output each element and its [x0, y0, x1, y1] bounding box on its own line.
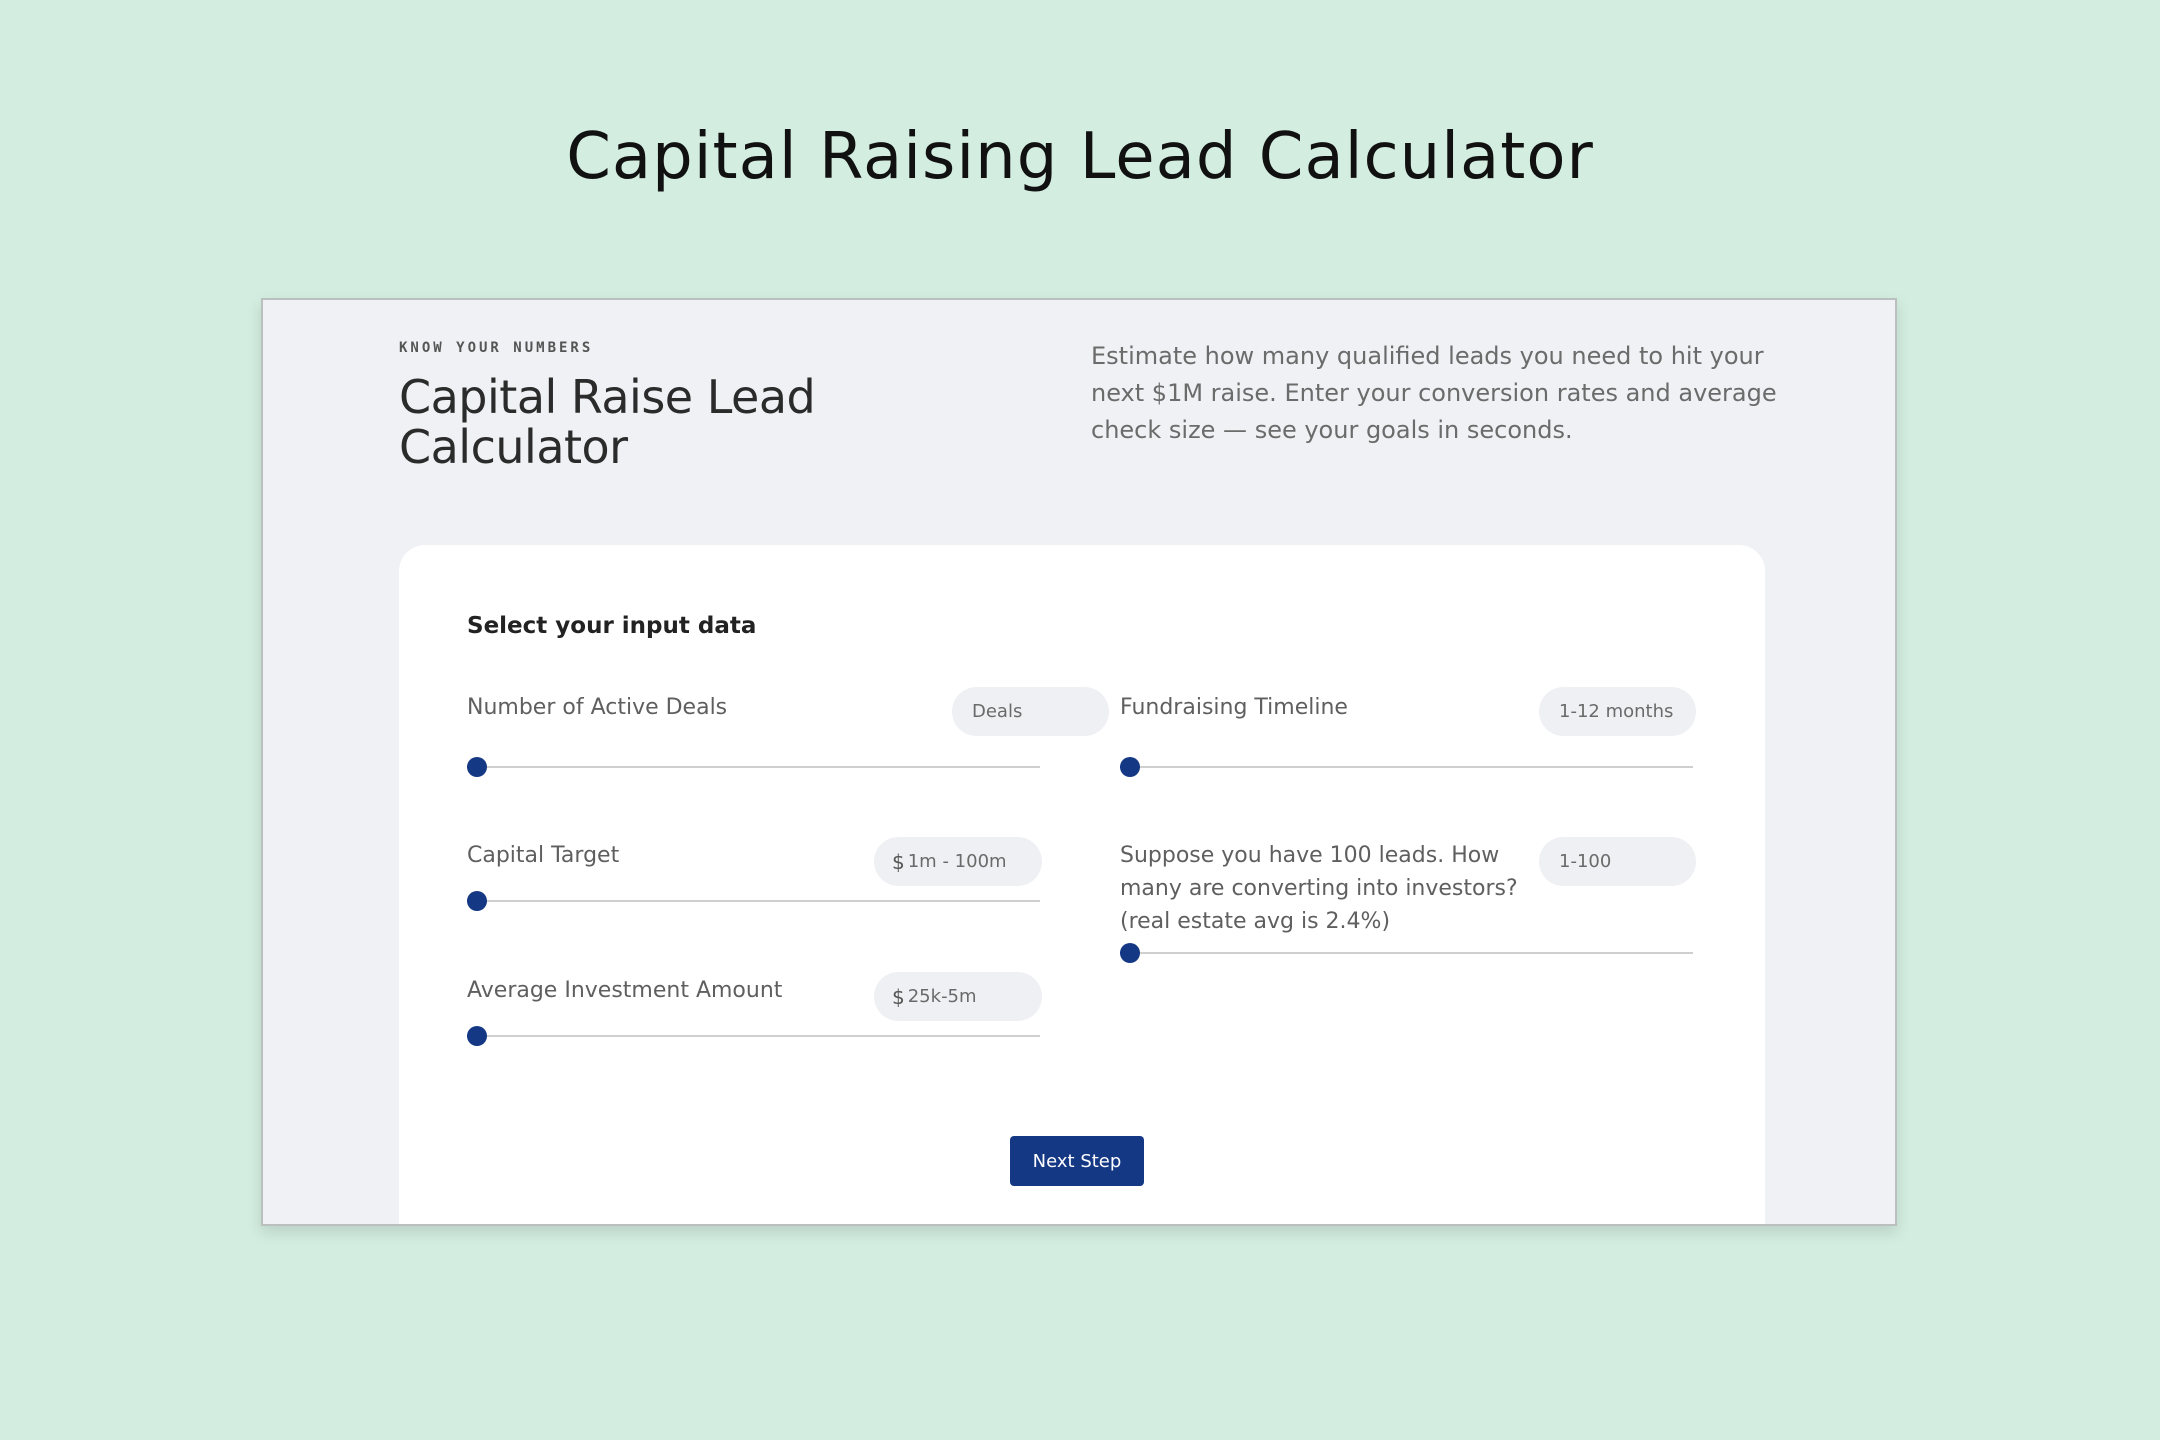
lead-conversion-label: Suppose you have 100 leads. How many are converting into investors? (real estate avg is 2.4%): [1120, 843, 1518, 934]
field-capital-target: [467, 839, 1043, 959]
hero-description: Estimate how many qualified leads you need to hit your next $1M raise. Enter your conversion rates and average check size — see your goals in seconds.: [1091, 342, 1777, 444]
field-lead-conversion: [1120, 839, 1696, 999]
slider-track: [467, 1035, 1040, 1037]
slider-track: [467, 900, 1040, 902]
active-deals-input[interactable]: [952, 687, 1109, 736]
field-fundraising-timeline: [1120, 691, 1696, 811]
slider-track: [467, 766, 1040, 768]
capital-target-input[interactable]: [874, 837, 1042, 886]
currency-symbol: $: [892, 849, 905, 874]
active-deals-label: Number of Active Deals: [467, 695, 728, 720]
slider-thumb[interactable]: [467, 757, 487, 777]
currency-symbol: $: [892, 984, 905, 1009]
slider-thumb[interactable]: [467, 891, 487, 911]
slider-track: [1120, 952, 1693, 954]
slider-track: [1120, 766, 1693, 768]
average-investment-placeholder: 25k-5m: [907, 986, 977, 1007]
slider-thumb[interactable]: [1120, 757, 1140, 777]
slider-thumb[interactable]: [1120, 943, 1140, 963]
field-active-deals: [467, 691, 1043, 811]
capital-target-placeholder: 1m - 100m: [907, 851, 1007, 872]
lead-conversion-placeholder: 1-100: [1559, 851, 1612, 872]
average-investment-label: Average Investment Amount: [467, 978, 783, 1003]
active-deals-placeholder: Deals: [972, 701, 1023, 722]
slider-thumb[interactable]: [467, 1026, 487, 1046]
field-average-investment: [467, 974, 1043, 1094]
card-title: Select your input data: [467, 613, 757, 639]
capital-target-slider[interactable]: [467, 889, 1040, 913]
average-investment-input[interactable]: [874, 972, 1042, 1021]
eyebrow-label: KNOW YOUR NUMBERS: [399, 340, 594, 356]
active-deals-slider[interactable]: [467, 755, 1040, 779]
fundraising-timeline-label: Fundraising Timeline: [1120, 695, 1348, 720]
calculator-window: [261, 298, 1897, 1226]
page-heading: Capital Raising Lead Calculator: [566, 120, 1594, 194]
fundraising-timeline-slider[interactable]: [1120, 755, 1693, 779]
next-step-button[interactable]: Next Step: [1010, 1136, 1144, 1186]
capital-target-label: Capital Target: [467, 843, 620, 868]
fundraising-timeline-input[interactable]: [1539, 687, 1696, 736]
lead-conversion-slider[interactable]: [1120, 941, 1693, 965]
hero-title: Capital Raise Lead Calculator: [399, 370, 816, 474]
average-investment-slider[interactable]: [467, 1024, 1040, 1048]
fundraising-timeline-placeholder: 1-12 months: [1559, 701, 1674, 722]
lead-conversion-input[interactable]: [1539, 837, 1696, 886]
input-card: [399, 545, 1765, 1226]
